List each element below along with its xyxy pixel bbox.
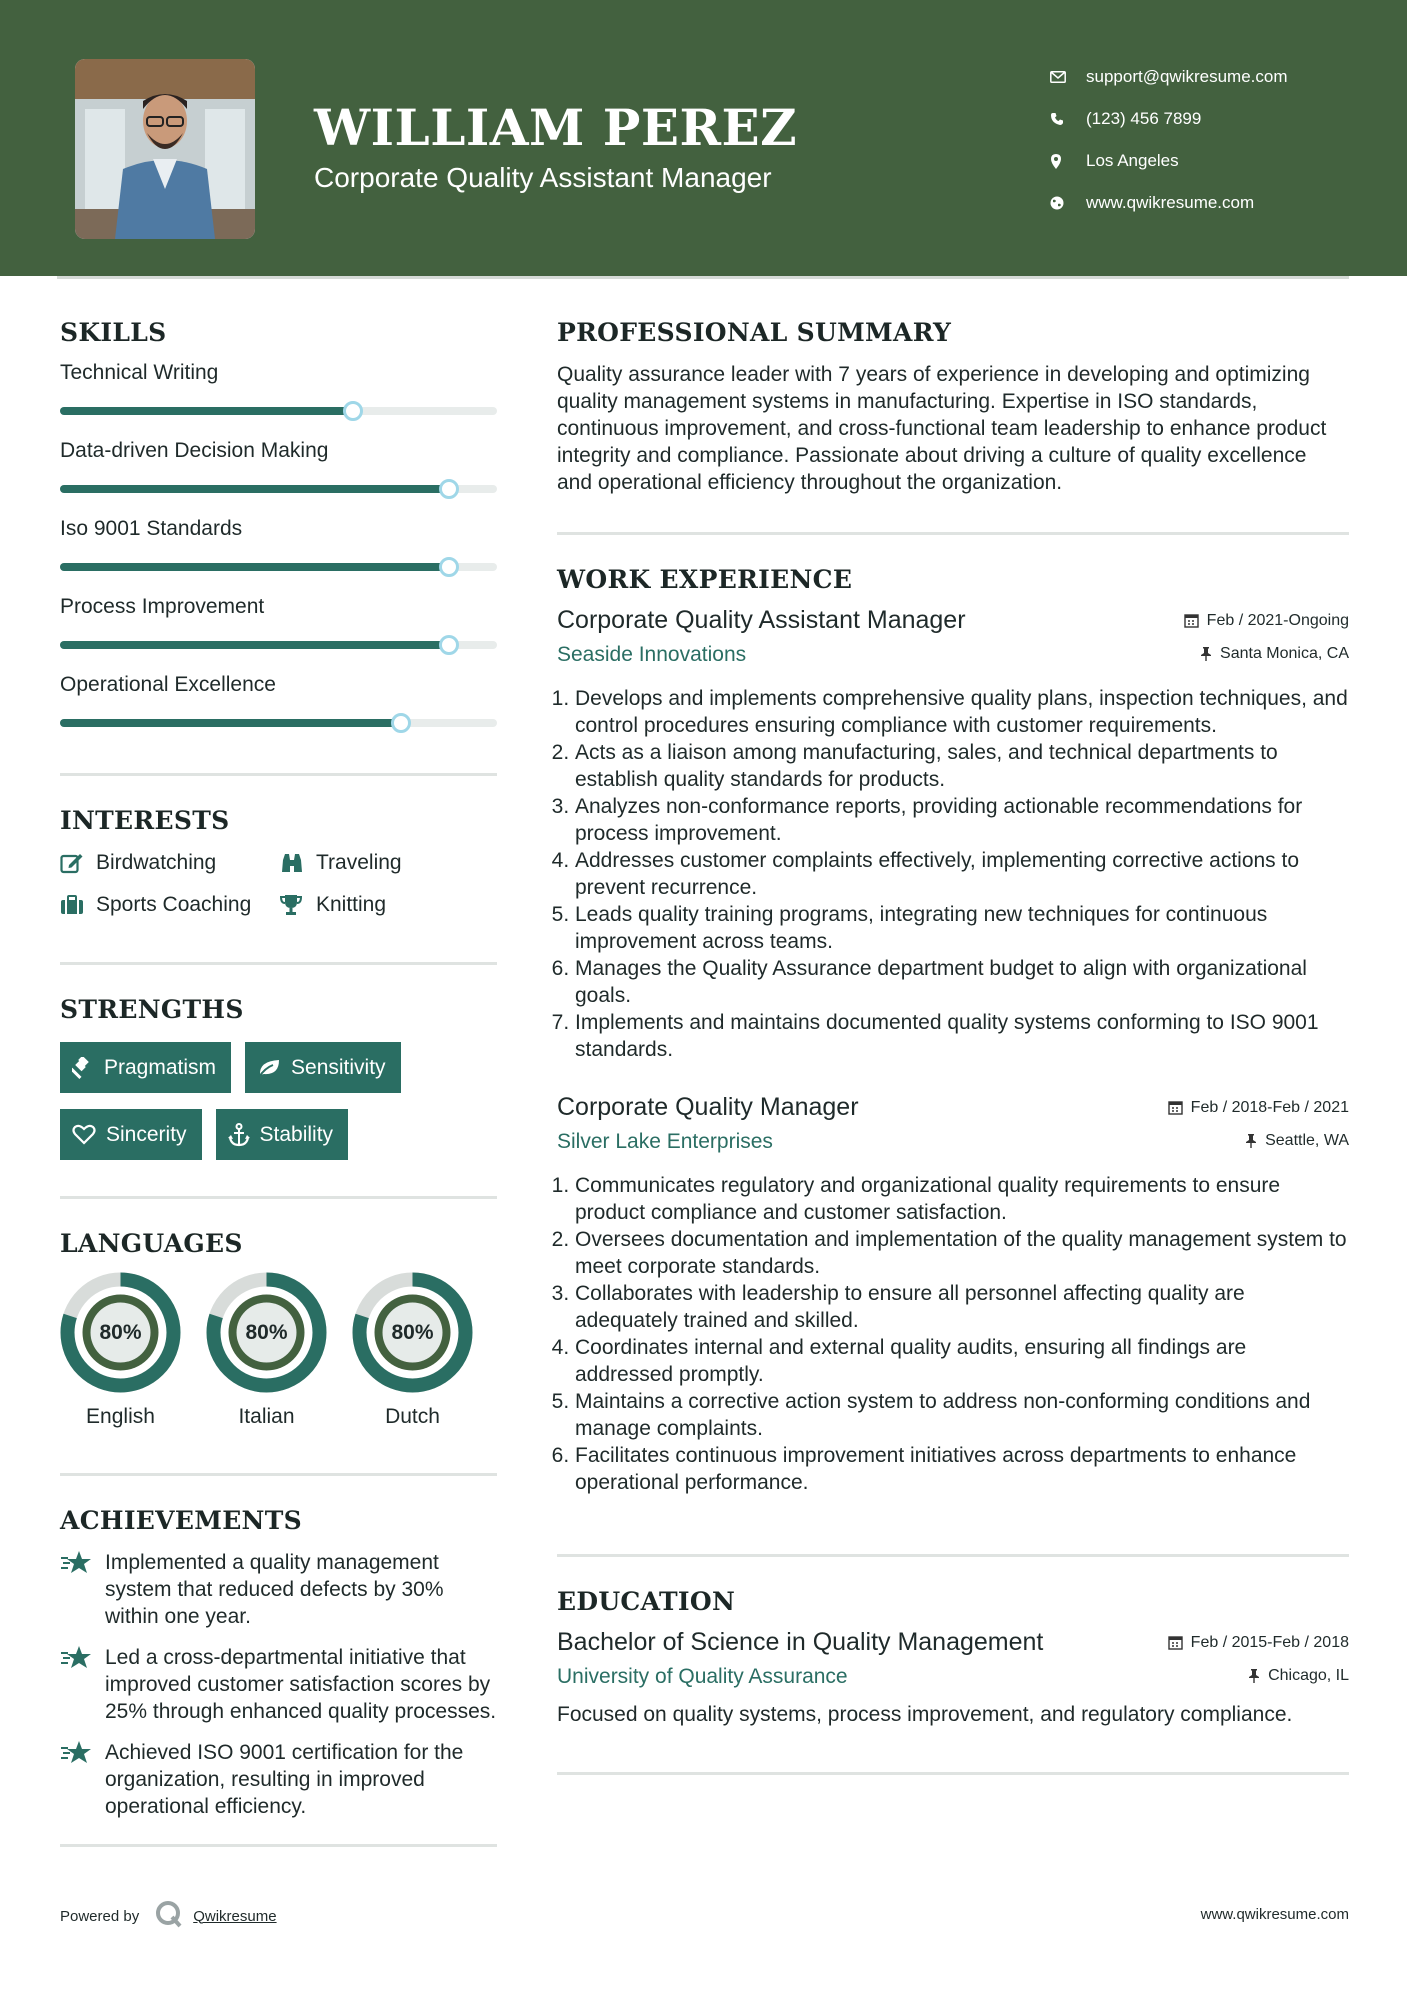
job-dates-text: Feb / 2021-Ongoing <box>1206 611 1349 629</box>
job-dates <box>1168 1099 1349 1117</box>
star-award-icon <box>60 1739 105 1820</box>
skill-bar-fill <box>60 641 449 649</box>
job-location-text: Santa Monica, CA <box>1220 644 1349 662</box>
job-title: Corporate Quality Manager <box>557 1093 859 1121</box>
pushpin-icon <box>1200 646 1212 661</box>
gavel-icon <box>72 1057 94 1079</box>
skill-item <box>60 439 497 493</box>
job-duties <box>557 1172 1349 1496</box>
duty-item: 4. Addresses customer complaints effectively, implementing corrective actions to prevent recurrence. <box>575 847 1349 901</box>
qwikresume-logo-icon <box>155 1900 183 1932</box>
interests-heading: INTERESTS <box>60 806 230 835</box>
language-name: Italian <box>238 1405 295 1428</box>
skill-bar <box>60 485 497 493</box>
duty-item: 1. Communicates regulatory and organizational quality requirements to ensure product compliance and customer satisfaction. <box>575 1172 1349 1226</box>
skill-bar-knob <box>343 401 363 421</box>
contact-email[interactable] <box>1050 56 1380 98</box>
pushpin-icon <box>1248 1668 1260 1683</box>
strength-label: Pragmatism <box>104 1055 217 1079</box>
language-percent: 80% <box>99 1320 142 1344</box>
skills-heading: SKILLS <box>60 318 167 347</box>
powered-by-label: Powered by <box>60 1907 140 1925</box>
duty-item: 5. Maintains a corrective action system to address non-conforming conditions and manage complaints. <box>575 1388 1349 1442</box>
calendar-icon <box>1168 1100 1183 1115</box>
school-name: University of Quality Assurance <box>557 1665 848 1688</box>
language-item <box>206 1272 327 1429</box>
section-divider <box>557 532 1349 535</box>
achievement-item <box>60 1644 497 1725</box>
star-award-icon <box>60 1549 105 1630</box>
interest-item <box>60 851 280 875</box>
job-dates <box>1184 612 1349 630</box>
education-description: Focused on quality systems, process improvement, and regulatory compliance. <box>557 1703 1293 1726</box>
duty-item: 2. Oversees documentation and implementation of the quality management system to meet corporate standards. <box>575 1226 1349 1280</box>
skill-bar-fill <box>60 407 353 415</box>
heart-icon <box>72 1124 96 1145</box>
job-duties <box>557 685 1349 1063</box>
interest-item <box>60 893 280 917</box>
education-heading: EDUCATION <box>557 1587 736 1616</box>
job-title: Corporate Quality Assistant Manager <box>557 606 966 634</box>
skill-bar-knob <box>439 635 459 655</box>
envelope-icon <box>1050 71 1086 83</box>
duty-item: 3. Analyzes non-conformance reports, providing actionable recommendations for process improvement. <box>575 793 1349 847</box>
duty-item: 6. Manages the Quality Assurance department budget to align with organizational goals. <box>575 955 1349 1009</box>
skill-label: Operational Excellence <box>60 673 276 696</box>
map-pin-icon <box>1050 154 1086 169</box>
experience-heading: WORK EXPERIENCE <box>557 565 853 594</box>
interests-list <box>60 851 497 917</box>
duty-item: 1. Develops and implements comprehensive quality plans, inspection techniques, and control procedures ensuring compliance with customer requirements. <box>575 685 1349 739</box>
calendar-icon <box>1184 613 1199 628</box>
footer-website[interactable]: www.qwikresume.com <box>1200 1906 1349 1923</box>
candidate-name: WILLIAM PEREZ <box>314 98 798 157</box>
section-divider <box>60 773 497 776</box>
skill-bar-knob <box>439 557 459 577</box>
skill-bar-fill <box>60 563 449 571</box>
star-award-icon <box>60 1644 105 1725</box>
contact-website-text: www.qwikresume.com <box>1086 193 1255 212</box>
skill-label: Data-driven Decision Making <box>60 439 329 462</box>
education-dates-text: Feb / 2015-Feb / 2018 <box>1190 1633 1349 1651</box>
strength-tag <box>60 1109 202 1160</box>
edit-icon <box>60 852 96 874</box>
section-divider <box>557 1772 1349 1775</box>
job-location-text: Seattle, WA <box>1265 1131 1349 1149</box>
candidate-title: Corporate Quality Assistant Manager <box>314 162 772 193</box>
summary-heading: PROFESSIONAL SUMMARY <box>557 318 952 347</box>
skill-bar <box>60 719 497 727</box>
section-divider <box>60 962 497 965</box>
globe-icon <box>1050 196 1086 210</box>
contact-location-text: Los Angeles <box>1086 151 1179 170</box>
interest-label: Birdwatching <box>96 851 217 874</box>
education-location <box>1248 1667 1349 1685</box>
job-entry <box>557 606 1349 1063</box>
skill-label: Process Improvement <box>60 595 265 618</box>
skill-bar <box>60 563 497 571</box>
strength-label: Sensitivity <box>291 1055 386 1079</box>
achievement-text: Implemented a quality management system that reduced defects by 30% within one year. <box>105 1551 444 1628</box>
job-dates-text: Feb / 2018-Feb / 2021 <box>1190 1098 1349 1116</box>
job-location <box>1200 645 1349 663</box>
job-location <box>1245 1132 1349 1150</box>
interest-label: Traveling <box>316 851 402 874</box>
contact-website[interactable] <box>1050 182 1380 224</box>
language-item <box>352 1272 473 1429</box>
skill-item <box>60 361 497 415</box>
leaf-icon <box>257 1058 281 1078</box>
strength-tag <box>245 1042 401 1093</box>
interest-item <box>280 851 497 875</box>
contact-email-text: support@qwikresume.com <box>1086 67 1288 86</box>
duty-item: 4. Coordinates internal and external quality audits, ensuring all findings are addressed promptly. <box>575 1334 1349 1388</box>
summary-text: Quality assurance leader with 7 years of experience in developing and optimizing quality management systems in manufacturing. Expertise in ISO standards, continuous improvement, and cross-functional team leadership to enhance product integrity and compliance. Passionate about driving a culture of quality excellence and operational efficiency throughout the organization. <box>557 363 1327 494</box>
language-donut <box>352 1272 473 1393</box>
duty-item: 3. Collaborates with leadership to ensure all personnel affecting quality are adequately trained and skilled. <box>575 1280 1349 1334</box>
achievement-text: Led a cross-departmental initiative that improved customer satisfaction scores by 25% through enhanced quality processes. <box>105 1646 497 1723</box>
powered-by <box>60 1900 277 1932</box>
company-name: Seaside Innovations <box>557 643 747 666</box>
strength-tag <box>60 1042 231 1093</box>
brand-link[interactable]: Qwikresume <box>193 1907 277 1925</box>
education-location-text: Chicago, IL <box>1268 1666 1349 1684</box>
achievement-item <box>60 1549 497 1630</box>
language-name: English <box>86 1405 155 1428</box>
skill-bar-knob <box>439 479 459 499</box>
calendar-icon <box>1168 1635 1183 1650</box>
interest-item <box>280 893 497 917</box>
section-divider <box>60 1844 497 1847</box>
education-dates <box>1168 1634 1349 1652</box>
skill-bar-fill <box>60 485 449 493</box>
achievement-text: Achieved ISO 9001 certification for the organization, resulting in improved operational efficiency. <box>105 1741 464 1818</box>
anchor-icon <box>228 1123 250 1147</box>
skill-item <box>60 517 497 571</box>
profile-photo <box>75 59 255 239</box>
trophy-icon <box>280 894 316 916</box>
contact-phone[interactable] <box>1050 98 1380 140</box>
duty-item: 7. Implements and maintains documented quality systems conforming to ISO 9001 standards. <box>575 1009 1349 1063</box>
strengths-list <box>60 1042 497 1160</box>
language-percent: 80% <box>245 1320 288 1344</box>
job-entry <box>557 1093 1349 1496</box>
phone-icon <box>1050 112 1086 126</box>
skill-bar <box>60 641 497 649</box>
header-banner <box>0 0 1407 276</box>
strengths-heading: STRENGTHS <box>60 995 244 1024</box>
right-column <box>557 318 1349 1775</box>
company-name: Silver Lake Enterprises <box>557 1130 773 1153</box>
degree-title: Bachelor of Science in Quality Management <box>557 1628 1044 1656</box>
skill-label: Technical Writing <box>60 361 219 384</box>
interest-label: Sports Coaching <box>96 893 252 916</box>
achievements-heading: ACHIEVEMENTS <box>60 1506 302 1535</box>
strength-label: Sincerity <box>106 1122 187 1146</box>
duty-item: 6. Facilitates continuous improvement initiatives across departments to enhance operational performance. <box>575 1442 1349 1496</box>
contact-phone-text: (123) 456 7899 <box>1086 109 1202 128</box>
pushpin-icon <box>1245 1133 1257 1148</box>
duty-item: 5. Leads quality training programs, integrating new techniques for continuous improvement across teams. <box>575 901 1349 955</box>
skill-bar-fill <box>60 719 401 727</box>
contact-list <box>1050 56 1380 224</box>
header-divider <box>57 276 1349 279</box>
language-donut <box>206 1272 327 1393</box>
section-divider <box>557 1554 1349 1557</box>
binoculars-icon <box>280 852 316 874</box>
skill-item <box>60 595 497 649</box>
skill-item <box>60 673 497 727</box>
achievement-item <box>60 1739 497 1820</box>
duty-item: 2. Acts as a liaison among manufacturing, sales, and technical departments to establish quality standards for products. <box>575 739 1349 793</box>
education-entry <box>557 1628 1349 1728</box>
skill-bar-knob <box>391 713 411 733</box>
language-donut <box>60 1272 181 1393</box>
strength-label: Stability <box>259 1122 334 1146</box>
section-divider <box>60 1473 497 1476</box>
skills-list <box>60 361 497 727</box>
language-percent: 80% <box>391 1320 434 1344</box>
skill-label: Iso 9001 Standards <box>60 517 243 540</box>
strength-tag <box>216 1109 349 1160</box>
skill-bar <box>60 407 497 415</box>
achievements-list <box>60 1549 497 1820</box>
language-item <box>60 1272 181 1429</box>
language-name: Dutch <box>385 1405 440 1428</box>
left-column <box>60 318 497 1847</box>
languages-list <box>60 1272 497 1429</box>
interest-label: Knitting <box>316 893 387 916</box>
languages-heading: LANGUAGES <box>60 1229 243 1258</box>
section-divider <box>60 1196 497 1199</box>
briefcase-icon <box>60 895 96 915</box>
contact-location <box>1050 140 1380 182</box>
